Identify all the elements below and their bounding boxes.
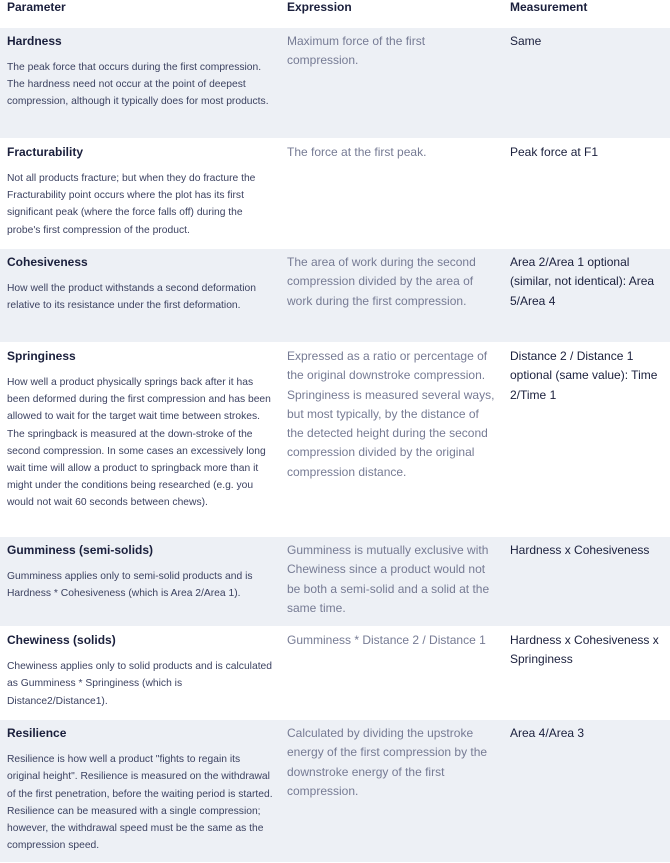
parameter-description: How well the product withstands a second deformation relative to its resistance under the first deformation.	[7, 283, 256, 312]
parameter-description: Resilience is how well a product "fights to regain its original height". Resilience is measured on the withdrawal of the first penetration, before the waiting period is started. Resilience can be measured with a single compression; however, the withdrawal speed must be the same as the compression speed.	[7, 754, 273, 852]
table-row-chewiness	[0, 627, 670, 720]
measurement-cell: Peak force at F1	[510, 145, 599, 159]
expression-cell: Calculated by dividing the upstroke energy of the first compression by the downstroke energy of the first compression.	[280, 720, 503, 863]
parameter-name: Gumminess (semi-solids)	[7, 543, 154, 557]
parameter-name: Chewiness (solids)	[7, 633, 116, 648]
expression-cell: Expressed as a ratio or percentage of the original downstroke compression. Springiness is measured several ways, but most typically, by the distance of the detected height during the second compression divided by the original compression distance.	[287, 349, 495, 479]
measurement-cell: Area 4/Area 3	[503, 720, 670, 863]
table-row-resilience	[0, 720, 670, 863]
parameter-name: Fracturability	[7, 145, 84, 159]
expression-cell: The force at the first peak.	[287, 145, 427, 159]
parameter-cell	[0, 249, 280, 343]
measurement-cell: Hardness x Cohesiveness x Springiness	[510, 633, 659, 667]
parameter-description: How well a product physically springs back after it has been deformed during the first compression and has been allowed to wait for the target wait time between strokes. The springback is measured at the down-stroke of the second compression. In some cases an excessively long wait time will allow a product to springback more than it might under the conditions being researched (e.g. you would not wait 60 seconds between chews).	[7, 377, 271, 509]
parameter-cell	[0, 537, 280, 627]
measurement-cell: Area 2/Area 1 optional (similar, not identical): Area 5/Area 4	[503, 249, 670, 343]
parameter-description: Chewiness applies only to solid products and is calculated as Gumminess * Springiness (which is Distance2/Distance1).	[7, 661, 273, 707]
parameter-description: The peak force that occurs during the first compression. The hardness need not occur at the point of deepest compression, although it typically does for most products.	[7, 62, 269, 108]
table-row-fracturability	[0, 139, 670, 249]
parameter-description: Not all products fracture; but when they do fracture the Fracturability point occurs where the plot has its first significant peak (where the force falls off) during the probe's first compression of the product.	[7, 173, 256, 236]
expression-cell: Gumminess * Distance 2 / Distance 1	[287, 633, 486, 648]
table-row-springiness	[0, 343, 670, 537]
header-parameter: Parameter	[0, 0, 280, 28]
parameter-description: Gumminess applies only to semi-solid products and is Hardness * Cohesiveness (which is Area 2/Area 1).	[7, 571, 253, 600]
parameter-name: Hardness	[7, 34, 62, 48]
table-row-cohesiveness	[0, 249, 670, 343]
parameter-name: Resilience	[7, 726, 67, 741]
parameter-name: Springiness	[7, 349, 76, 363]
table-row-gumminess	[0, 537, 670, 627]
expression-cell: Gumminess is mutually exclusive with Chewiness since a product would not be both a semi-solid and a solid at the same time.	[280, 537, 503, 627]
table-header-row	[0, 0, 670, 28]
measurement-cell: Same	[503, 28, 670, 139]
measurement-cell: Hardness x Cohesiveness	[503, 537, 670, 627]
parameter-cell	[0, 627, 280, 720]
measurement-cell: Distance 2 / Distance 1 optional (same value): Time 2/Time 1	[510, 349, 658, 402]
parameter-cell	[0, 28, 280, 139]
parameter-cell	[0, 720, 280, 863]
header-expression: Expression	[280, 0, 503, 28]
parameter-name: Cohesiveness	[7, 255, 88, 269]
expression-cell: Maximum force of the first compression.	[280, 28, 503, 139]
header-measurement: Measurement	[503, 0, 670, 28]
parameter-cell	[0, 139, 280, 249]
parameter-cell	[0, 343, 280, 537]
table-row-hardness	[0, 28, 670, 139]
expression-cell: The area of work during the second compression divided by the area of work during the first compression.	[280, 249, 503, 343]
